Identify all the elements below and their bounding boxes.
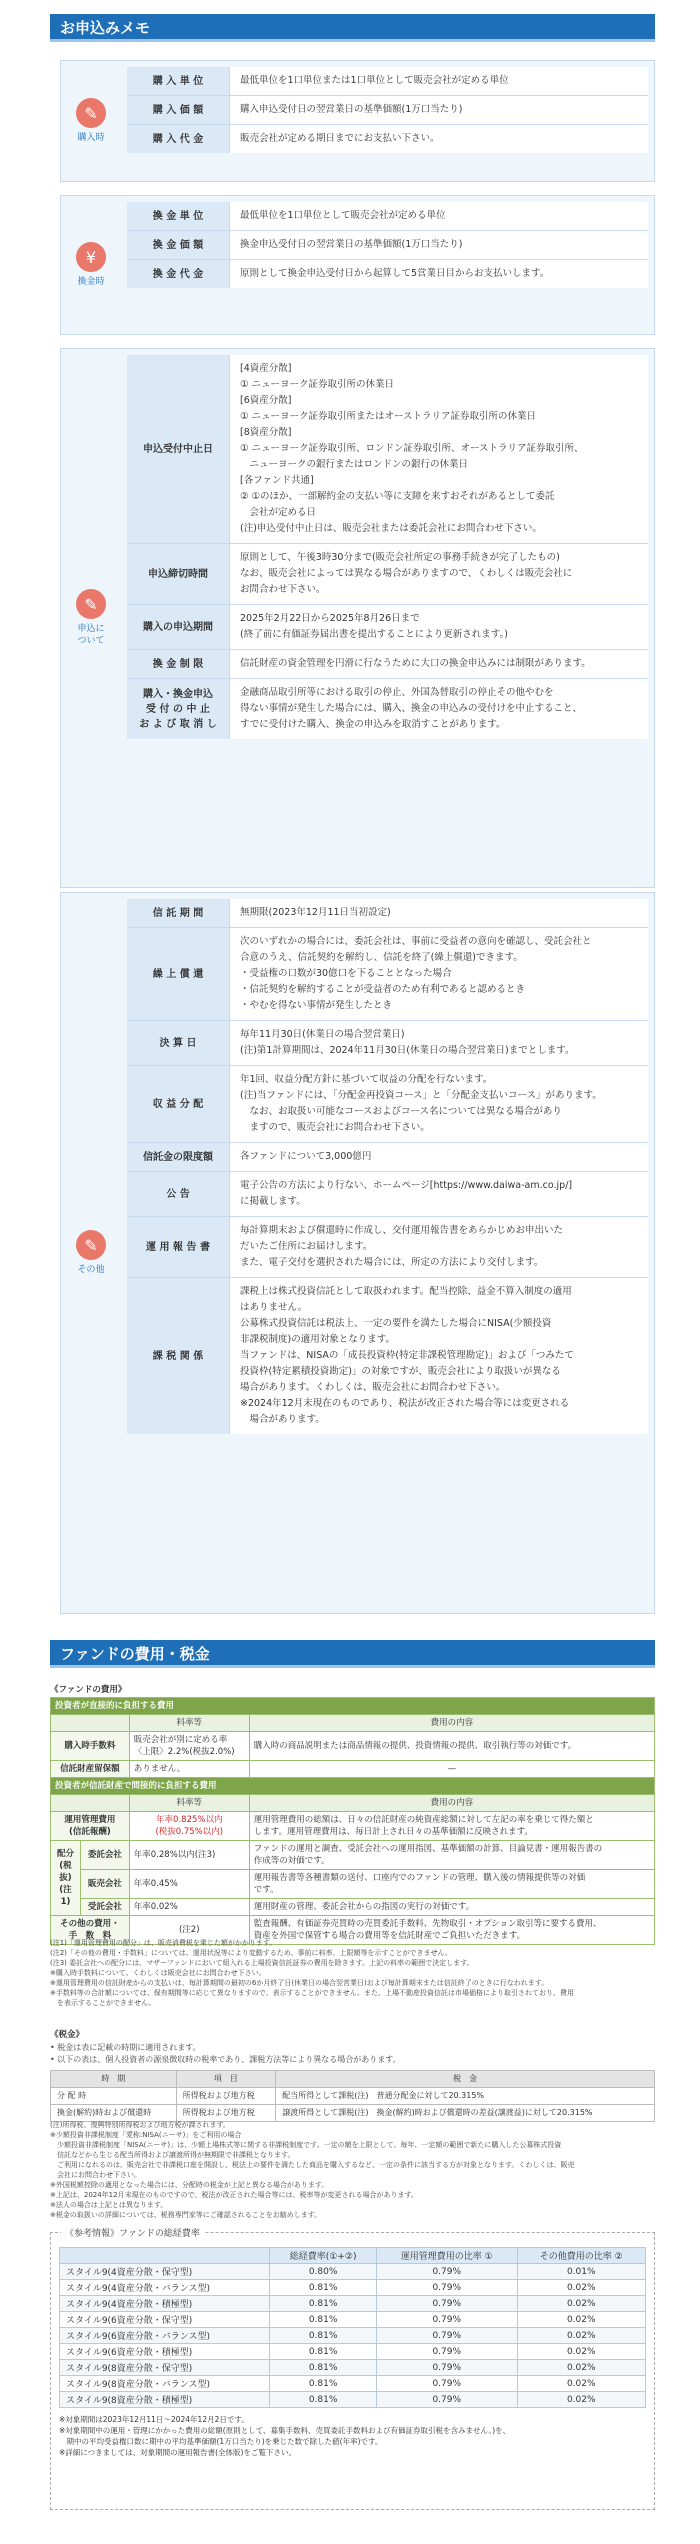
reference-cell: 0.02% (517, 2360, 646, 2376)
tax-head: 時 期 (51, 2071, 177, 2088)
memo-row (127, 1143, 648, 1172)
tax-subtitle: 《税金》 (50, 2030, 85, 2040)
reference-header-cell (60, 2248, 270, 2264)
mgmt-label: 運用管理費用 (信託報酬) (51, 1812, 130, 1841)
alloc-content: 運用財産の管理、委託会社からの指図の実行の対価です。 (249, 1899, 654, 1916)
reference-title: 《参考情報》ファンドの総経費率 (61, 2226, 204, 2239)
memo-row (127, 650, 648, 679)
memo-row-value: 各ファンドについて3,000億円 (229, 1143, 648, 1171)
memo-row-value: 換金申込受付日の翌営業日の基準価額(1万口当たり) (229, 231, 648, 259)
memo-row-value: 販売会社が定める期日までにお支払い下さい。 (229, 125, 648, 153)
redeem-group (60, 195, 655, 335)
reserve-rate: ありません。 (129, 1761, 249, 1778)
memo-row (127, 899, 648, 928)
memo-row-value: 毎計算期末および償還時に作成し、交付運用報告書をあらかじめお申出いた だいたご住所にお届けします。 また、電子交付を選択された場合には、所定の方法により交付します。 (229, 1217, 648, 1277)
buy-label: 購入時手数料 (51, 1732, 130, 1761)
redeem-rows (127, 202, 648, 288)
tax-head: 税 金 (276, 2071, 655, 2088)
redeem-side-label: 換金時 (77, 277, 105, 287)
reference-row (60, 2328, 646, 2344)
memo-row-label: 購入の申込期間 (127, 605, 229, 649)
col-rate-2: 料率等 (129, 1795, 249, 1812)
fees-subtitle: 《ファンドの費用》 (50, 1685, 127, 1695)
reference-cell: 0.79% (376, 2344, 517, 2360)
memo-row-value: 2025年2月22日から2025年8月26日まで (終了前に有価証券届出書を提出することにより更新されます。) (229, 605, 648, 649)
tax-value: 譲渡所得として課税(注) 換金(解約)時および償還時の差益(譲渡益)に対して20.315% (276, 2105, 655, 2122)
memo-row-label: 換 金 代 金 (127, 260, 229, 288)
reference-cell: 0.02% (517, 2344, 646, 2360)
reference-cell: 0.80% (270, 2264, 377, 2280)
reference-cell: スタイル9(4資産分散・バランス型) (60, 2280, 270, 2296)
reference-row (60, 2392, 646, 2408)
reference-cell: 0.02% (517, 2296, 646, 2312)
alloc-who: 販売会社 (81, 1870, 130, 1899)
reference-cell: 0.81% (270, 2312, 377, 2328)
apply-side (61, 349, 121, 887)
other-fee-label: その他の費用・ 手 数 料 (51, 1916, 130, 1945)
reference-cell: 0.81% (270, 2296, 377, 2312)
memo-row-value: 無期限(2023年12月11日当初設定) (229, 899, 648, 927)
other-side-label: その他 (77, 1265, 105, 1275)
other-icon: ✎ (76, 1230, 106, 1260)
buy-rate: 販売会社が別に定める率 〈上限〉2.2%(税抜2.0%) (129, 1732, 249, 1761)
reference-cell: 0.79% (376, 2280, 517, 2296)
memo-row (127, 96, 648, 125)
other-fee-rate: (注2) (129, 1916, 249, 1945)
memo-row-label: 決 算 日 (127, 1021, 229, 1065)
col-content-2: 費用の内容 (249, 1795, 654, 1812)
memo-row-label: 収 益 分 配 (127, 1066, 229, 1142)
other-group (60, 892, 655, 1614)
memo-row-label: 換 金 価 額 (127, 231, 229, 259)
reference-row (60, 2264, 646, 2280)
reference-cell: 0.01% (517, 2264, 646, 2280)
tax-time: 換金(解約)時および償還時 (51, 2105, 177, 2122)
reference-cell: 0.81% (270, 2360, 377, 2376)
memo-row (127, 1172, 648, 1217)
apply-group (60, 348, 655, 888)
memo-row (127, 1066, 648, 1143)
fees-header: ファンドの費用・税金 (50, 1640, 655, 1668)
reference-cell: 0.81% (270, 2328, 377, 2344)
reference-row (60, 2280, 646, 2296)
reference-cell: スタイル9(8資産分散・保守型) (60, 2360, 270, 2376)
alloc-rate: 年率0.45% (129, 1870, 249, 1899)
tax-time: 分 配 時 (51, 2088, 177, 2105)
buy-content: 購入時の商品説明または商品情報の提供、投資情報の提供、取引執行等の対価です。 (249, 1732, 654, 1761)
memo-row-value: 最低単位を1口単位として販売会社が定める単位 (229, 202, 648, 230)
memo-row (127, 679, 648, 739)
memo-row-label: 購入・換金申込 受 付 の 中 止 お よ び 取 消 し (127, 679, 229, 739)
reference-cell: 0.79% (376, 2296, 517, 2312)
reference-cell: 0.81% (270, 2376, 377, 2392)
tax-table (50, 2070, 655, 2122)
reference-cell: 0.02% (517, 2312, 646, 2328)
alloc-who: 委託会社 (81, 1841, 130, 1870)
reference-cell: 0.02% (517, 2392, 646, 2408)
memo-row (127, 605, 648, 650)
memo-row-value: 毎年11月30日(休業日の場合翌営業日) (注)第1計算期間は、2024年11月30日(休業日の場合翌営業日)までとします。 (229, 1021, 648, 1065)
reserve-label: 信託財産留保額 (51, 1761, 130, 1778)
memo-row-label: 購 入 代 金 (127, 125, 229, 153)
tax-notes: (注)所得税、復興特別所得税および地方税が課されます。 ※少額投資非課税制度「愛称:NISA(ニーサ)」をご利用の場合 少額投資非課税制度「NISA(ニーサ)」は、少額上場株式等に関する非課税制度です。一定の額を上限として、毎年、一定額の範囲で新たに購入した公募株式投資 信託などから生じる配当所得および譲渡所得が無期限で非課税となります。 ご利用になれるのは、販売会社で非課税口座を開設し、税法上の要件を満たした商品を購入するなど、一定の条件に該当する方が対象となります。くわしくは、販売 会社にお問合わせ下さい。 ※外国税額控除の適用となった場合には、分配時の税金が上記と異なる場合があります。 ※上記は、2024年12月末現在のものですので、税法が改正された場合等には、税率等が変更される場合があります。 ※法人の場合は上記とは異なります。 ※税金の取扱いの詳細については、税務専門家等にご確認されることをお勧めします。 (50, 2121, 575, 2219)
memo-row (127, 928, 648, 1021)
purchase-side-label: 購入時 (77, 133, 105, 143)
reference-row (60, 2296, 646, 2312)
purchase-icon: ✎ (76, 98, 106, 128)
reference-cell: 0.79% (376, 2376, 517, 2392)
purchase-side (61, 61, 121, 181)
memo-row (127, 231, 648, 260)
reference-cell: スタイル9(6資産分散・積極型) (60, 2344, 270, 2360)
memo-row-label: 繰 上 償 還 (127, 928, 229, 1020)
other-side (61, 893, 121, 1613)
memo-row-label: 運 用 報 告 書 (127, 1217, 229, 1277)
memo-row (127, 260, 648, 288)
other-rows (127, 899, 648, 1434)
memo-row-label: 信 託 期 間 (127, 899, 229, 927)
memo-row-label: 購 入 単 位 (127, 67, 229, 95)
tax-item: 所得税および地方税 (176, 2088, 276, 2105)
apply-rows (127, 355, 648, 739)
reference-box (50, 2229, 655, 2510)
reference-cell: スタイル9(6資産分散・バランス型) (60, 2328, 270, 2344)
reference-header-cell: 運用管理費用の比率 ① (376, 2248, 517, 2264)
memo-row-value: 信託財産の資金管理を円滑に行なうために大口の換金申込みには制限があります。 (229, 650, 648, 678)
fee-table (50, 1697, 655, 1945)
reference-row (60, 2376, 646, 2392)
memo-row-label: 換 金 単 位 (127, 202, 229, 230)
reference-cell: 0.79% (376, 2328, 517, 2344)
col-content: 費用の内容 (249, 1715, 654, 1732)
memo-row-label: 信託金の限度額 (127, 1143, 229, 1171)
mgmt-rate: 年率0.825%以内 (税抜0.75%以内) (129, 1812, 249, 1841)
memo-row (127, 1217, 648, 1278)
reference-cell: 0.79% (376, 2392, 517, 2408)
memo-row (127, 67, 648, 96)
memo-row-label: 換 金 制 限 (127, 650, 229, 678)
reference-table (59, 2247, 646, 2408)
alloc-who: 受託会社 (81, 1899, 130, 1916)
reference-cell: 0.79% (376, 2312, 517, 2328)
memo-row-value: 電子公告の方法により行ない、ホームページ[https://www.daiwa-am.co.jp/] に掲載します。 (229, 1172, 648, 1216)
fee-notes: (注1)「運用管理費用の配分」は、販売消費税を乗じた額がかかります。 (注2)「その他の費用・手数料」については、運用状況等により変動するため、事前に料率、上限額等を示すことができません。 (注3) 委託会社への配分には、マザーファンドにおいて組入れる上場投資信託証券の費用を除きます。上記の料率の範囲で決定します。 ※購入時手数料について、くわしくは販売会社にお問合わせ下さい。 ※運用管理費用の信託財産からの支払いは、毎計算期間の最初の6か月終了日(休業日の場合翌営業日)および毎計算期末または信託終了のときに行なわれます。 ※手数料等の合計額については、保有期間等に応じて異なりますので、表示することができません。また、上場不動産投資信託は市場価格により取引されており、費用 を表示することができません。 (50, 1939, 575, 2007)
reference-cell: 0.02% (517, 2280, 646, 2296)
memo-row (127, 125, 648, 153)
memo-row-label: 申込締切時間 (127, 544, 229, 604)
reference-header-cell: その他費用の比率 ② (517, 2248, 646, 2264)
purchase-rows (127, 67, 648, 153)
purchase-group (60, 60, 655, 182)
reference-cell: 0.81% (270, 2280, 377, 2296)
memo-row-label: 課 税 関 係 (127, 1278, 229, 1434)
tax-item: 所得税および地方税 (176, 2105, 276, 2122)
alloc-content: 運用報告書等各種書類の送付、口座内でのファンドの管理、購入後の情報提供等の対価 です。 (249, 1870, 654, 1899)
alloc-rate: 年率0.28%以内(注3) (129, 1841, 249, 1870)
memo-header: お申込みメモ (50, 14, 655, 42)
memo-row (127, 355, 648, 544)
reference-header-cell: 総経費率(①+②) (270, 2248, 377, 2264)
memo-row-value: 原則として換金申込受付日から起算して5営業日目からお支払いします。 (229, 260, 648, 288)
alloc-label: 配分 (税抜) (注1) (51, 1841, 81, 1916)
memo-row (127, 544, 648, 605)
memo-row-value: 金融商品取引所等における取引の停止、外国為替取引の停止その他やむを 得ない事情が発生した場合には、購入、換金の申込みの受付けを中止すること、 すでに受付けた購入、換金の申込みを取消すことがあります。 (229, 679, 648, 739)
alloc-rate: 年率0.02% (129, 1899, 249, 1916)
memo-row-value: [4資産分散] ① ニューヨーク証券取引所の休業日 [6資産分散] ① ニューヨーク証券取引所またはオーストラリア証券取引所の休業日 [8資産分散] ① ニューヨーク証券取引所、ロンドン証券取引所、オーストラリア証券取引所、 ニューヨークの銀行またはロンドンの銀行の休業日 [各ファンド共通] ② ①のほか、一部解約金の支払い等に支障を来すおそれがあるとして委託 会社が定める日 (注)申込受付中止日は、販売会社または委託会社にお問合わせ下さい。 (229, 355, 648, 543)
reference-cell: 0.79% (376, 2264, 517, 2280)
tax-head: 項 目 (176, 2071, 276, 2088)
reference-cell: スタイル9(8資産分散・積極型) (60, 2392, 270, 2408)
tax-value: 配当所得として課税(注) 普通分配金に対して20.315% (276, 2088, 655, 2105)
indirect-header: 投資者が信託財産で間接的に負担する費用 (51, 1778, 655, 1795)
reference-row (60, 2312, 646, 2328)
redeem-side (61, 196, 121, 334)
tax-bullets: • 税金は表に記載の時期に適用されます。 • 以下の表は、個人投資者の源泉徴収時の税率であり、課税方法等により異なる場合があります。 (50, 2043, 401, 2064)
pen-icon: ✎ (76, 589, 106, 619)
reference-cell: スタイル9(4資産分散・保守型) (60, 2264, 270, 2280)
memo-row-value: 次のいずれかの場合には、委託会社は、事前に受益者の意向を確認し、受託会社と 合意のうえ、信託契約を解約し、信託を終了(繰上償還)できます。 ・受益権の口数が30億口を下ることとなった場合 ・信託契約を解約することが受益者のため有利であると認めるとき ・やむを得ない事情が発生したとき (229, 928, 648, 1020)
reference-notes: ※対象期間は2023年12月11日～2024年12月2日です。 ※対象期間中の運用・管理にかかった費用の総額(原則として、募集手数料、売買委託手数料および有価証券取引税を含みません。)を、 期中の平均受益権口数に期中の平均基準価額(1万口当たり)を乗じた数で除した値(年率)です。 ※詳細につきましては、対象期間の運用報告書(全体版)をご覧下さい。 (59, 2415, 511, 2457)
reference-cell: 0.02% (517, 2328, 646, 2344)
reference-cell: スタイル9(6資産分散・保守型) (60, 2312, 270, 2328)
memo-row (127, 202, 648, 231)
reference-cell: 0.79% (376, 2360, 517, 2376)
memo-row (127, 1278, 648, 1434)
reserve-content: — (249, 1761, 654, 1778)
reference-cell: スタイル9(4資産分散・積極型) (60, 2296, 270, 2312)
mgmt-content: 運用管理費用の総額は、日々の信託財産の純資産総額に対して左記の率を乗じて得た額と します。運用管理費用は、毎日計上され日々の基準価額に反映されます。 (249, 1812, 654, 1841)
memo-row (127, 1021, 648, 1066)
apply-side-label: 申込に ついて (77, 624, 105, 646)
alloc-content: ファンドの運用と調査、受託会社への運用指図、基準価額の計算、目論見書・運用報告書の 作成等の対価です。 (249, 1841, 654, 1870)
reference-cell: 0.81% (270, 2392, 377, 2408)
memo-row-label: 申込受付中止日 (127, 355, 229, 543)
reference-cell: 0.81% (270, 2344, 377, 2360)
other-fee-content: 監査報酬、有価証券売買時の売買委託手数料、先物取引・オプション取引等に要する費用、 資産を外国で保管する場合の費用等を信託財産でご負担いただきます。 (249, 1916, 654, 1945)
reference-cell: 0.02% (517, 2376, 646, 2392)
memo-row-label: 購 入 価 額 (127, 96, 229, 124)
memo-row-value: 最低単位を1口単位または1口単位として販売会社が定める単位 (229, 67, 648, 95)
reference-cell: スタイル9(8資産分散・バランス型) (60, 2376, 270, 2392)
memo-row-value: 購入申込受付日の翌営業日の基準価額(1万口当たり) (229, 96, 648, 124)
memo-row-label: 公 告 (127, 1172, 229, 1216)
memo-row-value: 年1回、収益分配方針に基づいて収益の分配を行ないます。 (注)当ファンドには、「分配金再投資コース」と「分配金支払いコース」があります。 なお、お取扱い可能なコースおよびコース名については異なる場合があり ますので、販売会社にお問合わせ下さい。 (229, 1066, 648, 1142)
reference-row (60, 2344, 646, 2360)
redeem-icon: ¥ (76, 242, 106, 272)
col-rate: 料率等 (129, 1715, 249, 1732)
reference-row (60, 2360, 646, 2376)
direct-header: 投資者が直接的に負担する費用 (51, 1698, 655, 1715)
memo-row-value: 原則として、午後3時30分まで(販売会社所定の事務手続きが完了したもの) なお、販売会社によっては異なる場合がありますので、くわしくは販売会社に お問合わせ下さい。 (229, 544, 648, 604)
memo-row-value: 課税上は株式投資信託として取扱われます。配当控除、益金不算入制度の適用 はありません。 公募株式投資信託は税法上、一定の要件を満たした場合にNISA(少額投資 非課税制度)の適用対象となります。 当ファンドは、NISAの「成長投資枠(特定非課税管理勘定)」および「つみたて 投資枠(特定累積投資勘定)」の対象ですが、販売会社により取扱いが異なる 場合があります。くわしくは、販売会社にお問合わせ下さい。 ※2024年12月末現在のものであり、税法が改正された場合等には変更される 場合があります。 (229, 1278, 648, 1434)
